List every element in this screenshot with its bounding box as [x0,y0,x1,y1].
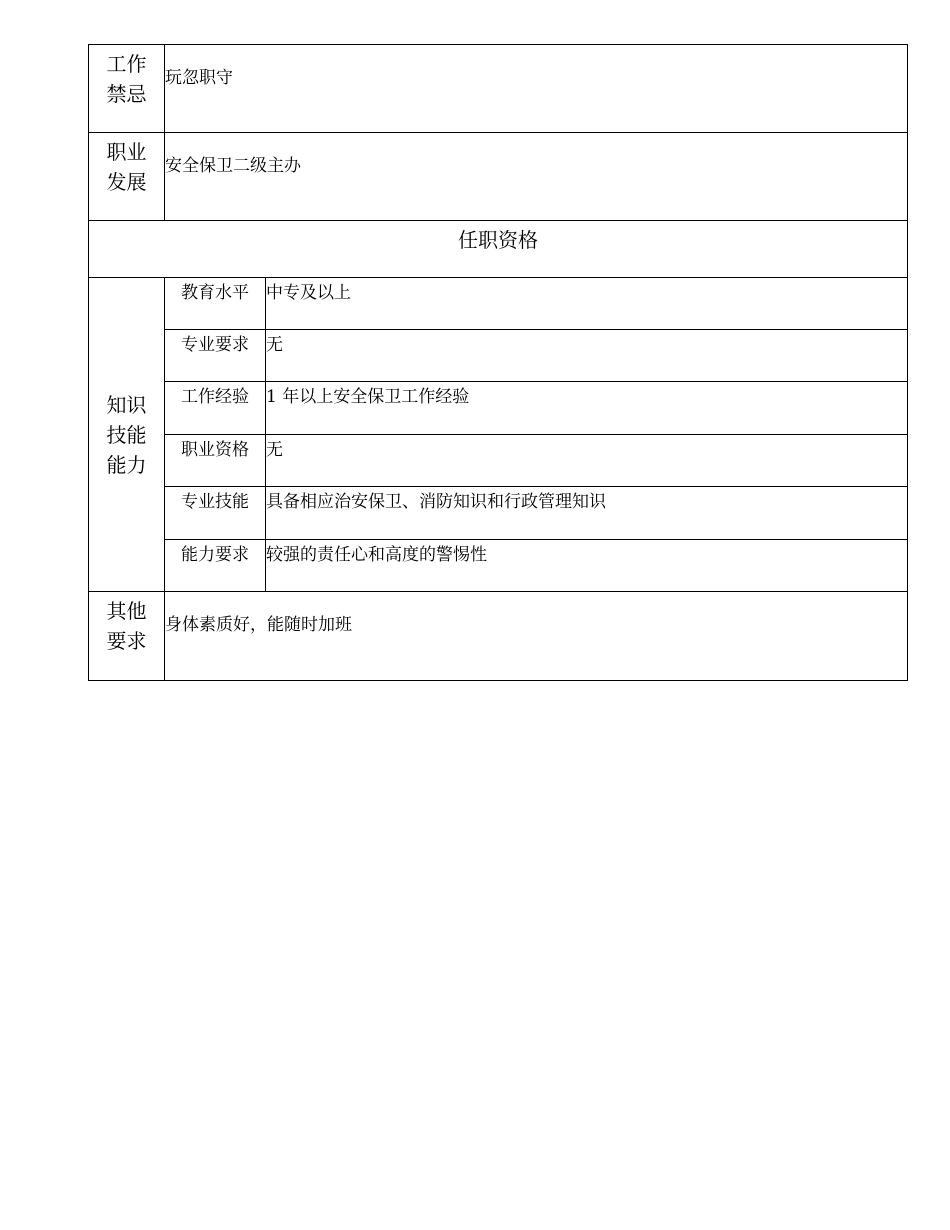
ability-item-value: 中专及以上 [266,278,908,330]
work-taboo-value: 玩忽职守 [165,45,908,133]
ability-item-label: 专业技能 [165,487,266,540]
other-requirements-value: 身体素质好，能随时加班 [165,592,908,681]
ability-row-competence [89,540,908,592]
career-development-value: 安全保卫二级主办 [165,133,908,221]
other-requirements-label: 其他 要求 [89,592,165,681]
ability-row-education [89,278,908,330]
ability-item-value: 较强的责任心和高度的警惕性 [266,540,908,592]
career-development-label: 职业 发展 [89,133,165,221]
job-qualification-table [88,44,908,681]
ability-row-qualification [89,435,908,487]
ability-item-label: 能力要求 [165,540,266,592]
ability-item-value: 具备相应治安保卫、消防知识和行政管理知识 [266,487,908,540]
section-title: 任职资格 [89,221,908,278]
ability-item-label: 工作经验 [165,382,266,435]
ability-label: 知识 技能 能力 [89,278,165,592]
ability-item-value: 无 [266,435,908,487]
ability-item-label: 专业要求 [165,330,266,382]
ability-item-value: 1 年以上安全保卫工作经验 [266,382,908,435]
work-taboo-row [89,45,908,133]
other-requirements-row [89,592,908,681]
ability-row-experience [89,382,908,435]
work-taboo-label: 工作 禁忌 [89,45,165,133]
ability-item-value: 无 [266,330,908,382]
ability-row-skills [89,487,908,540]
ability-item-label: 教育水平 [165,278,266,330]
career-development-row [89,133,908,221]
ability-row-major [89,330,908,382]
ability-item-label: 职业资格 [165,435,266,487]
section-title-row [89,221,908,278]
